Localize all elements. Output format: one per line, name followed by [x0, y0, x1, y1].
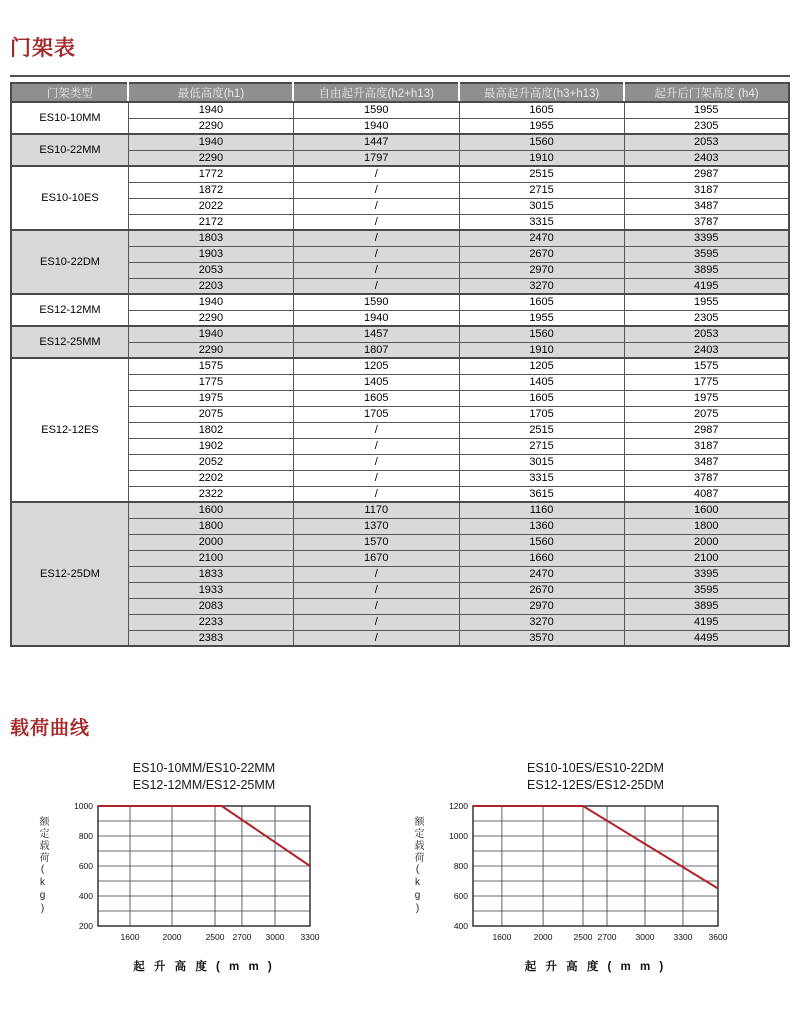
table-cell: 2305: [624, 310, 789, 326]
table-row: [11, 470, 789, 486]
table-cell: 1955: [459, 310, 624, 326]
table-cell: 1560: [459, 534, 624, 550]
divider-rule: [10, 75, 790, 77]
table-cell: 2403: [624, 342, 789, 358]
x-tick-label: 1600: [492, 932, 512, 942]
table-cell: 1955: [459, 118, 624, 134]
column-header-0: 门架类型: [11, 83, 128, 102]
y-tick-label: 800: [78, 831, 93, 841]
table-cell: 1797: [293, 150, 459, 166]
model-cell: ES12-25MM: [11, 326, 128, 358]
table-cell: 1370: [293, 518, 459, 534]
table-cell: 1705: [293, 406, 459, 422]
table-cell: 2715: [459, 182, 624, 198]
table-row: [11, 518, 789, 534]
load-curve-heading: 载荷曲线: [10, 718, 91, 739]
model-cell: ES12-25DM: [11, 502, 128, 646]
table-cell: 1933: [128, 582, 293, 598]
table-cell: 1575: [128, 358, 293, 374]
table-row: [11, 150, 789, 166]
table-row: [11, 134, 789, 150]
table-cell: 3895: [624, 262, 789, 278]
table-cell: 2052: [128, 454, 293, 470]
table-cell: 2202: [128, 470, 293, 486]
table-cell: /: [293, 198, 459, 214]
table-cell: 1955: [624, 102, 789, 118]
table-cell: /: [293, 566, 459, 582]
table-cell: 2053: [128, 262, 293, 278]
table-cell: 2383: [128, 630, 293, 646]
table-cell: 1955: [624, 294, 789, 310]
table-cell: 3015: [459, 454, 624, 470]
table-cell: 3187: [624, 182, 789, 198]
table-cell: /: [293, 166, 459, 182]
table-cell: 1570: [293, 534, 459, 550]
chart-plot: [64, 802, 324, 956]
table-cell: 2987: [624, 422, 789, 438]
table-cell: 1605: [459, 390, 624, 406]
x-tick-label: 2700: [597, 932, 617, 942]
table-cell: 2515: [459, 422, 624, 438]
table-cell: /: [293, 262, 459, 278]
table-cell: 2203: [128, 278, 293, 294]
mast-table-heading: 门架表: [10, 37, 76, 60]
table-row: [11, 214, 789, 230]
table-row: [11, 502, 789, 518]
table-cell: 3570: [459, 630, 624, 646]
model-cell: ES10-10ES: [11, 166, 128, 230]
x-axis-label: 起 升 高 度 ( m m ): [133, 961, 275, 973]
table-cell: 2100: [128, 550, 293, 566]
table-row: [11, 262, 789, 278]
table-cell: 4087: [624, 486, 789, 502]
table-cell: 2290: [128, 150, 293, 166]
table-cell: /: [293, 598, 459, 614]
model-cell: ES10-22DM: [11, 230, 128, 294]
y-axis-label: 额定载荷(kg): [412, 816, 423, 916]
table-cell: 1940: [128, 326, 293, 342]
table-cell: 2290: [128, 342, 293, 358]
model-cell: ES12-12ES: [11, 358, 128, 502]
table-cell: 3487: [624, 198, 789, 214]
table-row: [11, 102, 789, 118]
table-row: [11, 358, 789, 374]
table-cell: 3595: [624, 582, 789, 598]
table-cell: 1775: [128, 374, 293, 390]
table-cell: 1940: [128, 102, 293, 118]
table-cell: 1205: [293, 358, 459, 374]
mast-table-header: [11, 83, 789, 102]
table-cell: 1170: [293, 502, 459, 518]
y-tick-label: 400: [78, 891, 93, 901]
table-row: [11, 182, 789, 198]
x-axis-label: 起 升 高 度 ( m m ): [524, 961, 667, 973]
table-cell: 2083: [128, 598, 293, 614]
table-cell: 1872: [128, 182, 293, 198]
table-cell: 1575: [624, 358, 789, 374]
chart-title: [98, 760, 310, 794]
table-cell: /: [293, 582, 459, 598]
table-cell: 2470: [459, 230, 624, 246]
table-cell: 2515: [459, 166, 624, 182]
table-cell: 4195: [624, 614, 789, 630]
table-cell: /: [293, 614, 459, 630]
chart-title-line: ES12-12ES/ES12-25DM: [527, 778, 664, 792]
table-row: [11, 198, 789, 214]
x-tick-label: 3300: [300, 932, 320, 942]
model-cell: ES12-12MM: [11, 294, 128, 326]
table-cell: /: [293, 630, 459, 646]
table-cell: /: [293, 486, 459, 502]
table-cell: /: [293, 422, 459, 438]
table-cell: /: [293, 246, 459, 262]
table-cell: 1605: [293, 390, 459, 406]
table-row: [11, 246, 789, 262]
x-tick-label: 1600: [120, 932, 140, 942]
table-row: [11, 630, 789, 646]
table-row: [11, 598, 789, 614]
y-tick-label: 800: [453, 861, 468, 871]
table-row: [11, 230, 789, 246]
table-row: [11, 550, 789, 566]
chart-title-line: ES10-10ES/ES10-22DM: [527, 761, 664, 775]
table-cell: 3270: [459, 278, 624, 294]
y-tick-label: 200: [78, 921, 93, 931]
table-cell: /: [293, 230, 459, 246]
table-cell: 1940: [128, 294, 293, 310]
table-cell: 1807: [293, 342, 459, 358]
table-cell: 1660: [459, 550, 624, 566]
x-tick-label: 3300: [673, 932, 693, 942]
table-cell: 3395: [624, 566, 789, 582]
table-cell: 1772: [128, 166, 293, 182]
table-cell: 1405: [293, 374, 459, 390]
table-cell: 1975: [128, 390, 293, 406]
table-cell: 2403: [624, 150, 789, 166]
chart-title-line: ES10-10MM/ES10-22MM: [132, 761, 276, 775]
table-cell: 1560: [459, 134, 624, 150]
table-row: [11, 326, 789, 342]
table-cell: /: [293, 182, 459, 198]
table-cell: 3270: [459, 614, 624, 630]
chart-plot: [439, 802, 732, 956]
table-cell: 1940: [128, 134, 293, 150]
table-row: [11, 486, 789, 502]
column-header-1: 最低高度(h1): [128, 83, 293, 102]
table-row: [11, 374, 789, 390]
table-cell: 1605: [459, 102, 624, 118]
table-row: [11, 342, 789, 358]
x-tick-label: 3000: [635, 932, 655, 942]
table-cell: 1447: [293, 134, 459, 150]
table-cell: 2670: [459, 582, 624, 598]
table-cell: 1940: [293, 310, 459, 326]
load-chart-2: [399, 760, 732, 980]
table-cell: /: [293, 470, 459, 486]
table-cell: 1405: [459, 374, 624, 390]
y-tick-label: 400: [453, 921, 468, 931]
table-row: [11, 118, 789, 134]
x-tick-label: 2500: [573, 932, 593, 942]
y-tick-label: 600: [78, 861, 93, 871]
table-cell: 2000: [128, 534, 293, 550]
table-cell: 2075: [128, 406, 293, 422]
table-cell: 2305: [624, 118, 789, 134]
table-cell: 2970: [459, 262, 624, 278]
table-row: [11, 294, 789, 310]
table-cell: 1800: [624, 518, 789, 534]
table-cell: 1205: [459, 358, 624, 374]
x-tick-label: 3000: [265, 932, 285, 942]
table-cell: 2053: [624, 326, 789, 342]
table-cell: 1910: [459, 342, 624, 358]
table-row: [11, 582, 789, 598]
table-row: [11, 310, 789, 326]
table-cell: 2075: [624, 406, 789, 422]
table-cell: 1802: [128, 422, 293, 438]
table-cell: 1975: [624, 390, 789, 406]
table-cell: /: [293, 438, 459, 454]
table-row: [11, 166, 789, 182]
table-cell: 1705: [459, 406, 624, 422]
table-cell: 2970: [459, 598, 624, 614]
table-cell: 1600: [128, 502, 293, 518]
table-cell: 1800: [128, 518, 293, 534]
table-row: [11, 406, 789, 422]
table-cell: 3595: [624, 246, 789, 262]
table-cell: 2172: [128, 214, 293, 230]
x-tick-label: 2000: [533, 932, 553, 942]
table-row: [11, 454, 789, 470]
model-cell: ES10-22MM: [11, 134, 128, 166]
table-cell: 1590: [293, 294, 459, 310]
table-row: [11, 438, 789, 454]
chart-title-line: ES12-12MM/ES12-25MM: [132, 778, 276, 792]
y-tick-label: 1200: [449, 802, 468, 811]
table-cell: 3895: [624, 598, 789, 614]
table-cell: 3315: [459, 470, 624, 486]
table-cell: 2233: [128, 614, 293, 630]
table-row: [11, 390, 789, 406]
mast-table-body: [11, 102, 789, 646]
y-axis-label: 额定载荷(kg): [37, 816, 48, 916]
load-chart-1: [24, 760, 324, 980]
column-header-4: 起升后门架高度 (h4): [624, 83, 789, 102]
table-cell: 3787: [624, 470, 789, 486]
table-row: [11, 614, 789, 630]
table-cell: 2470: [459, 566, 624, 582]
table-cell: 2290: [128, 118, 293, 134]
table-cell: 1833: [128, 566, 293, 582]
table-cell: 1560: [459, 326, 624, 342]
table-cell: 4195: [624, 278, 789, 294]
table-cell: /: [293, 454, 459, 470]
table-cell: 2322: [128, 486, 293, 502]
table-cell: 1902: [128, 438, 293, 454]
table-cell: /: [293, 278, 459, 294]
table-cell: 1605: [459, 294, 624, 310]
column-header-2: 自由起升高度(h2+h13): [293, 83, 459, 102]
mast-spec-table: [10, 82, 790, 647]
y-tick-label: 600: [453, 891, 468, 901]
table-cell: 2022: [128, 198, 293, 214]
table-row: [11, 534, 789, 550]
table-cell: 2053: [624, 134, 789, 150]
table-cell: 2987: [624, 166, 789, 182]
table-cell: 4495: [624, 630, 789, 646]
x-tick-label: 2700: [232, 932, 252, 942]
model-cell: ES10-10MM: [11, 102, 128, 134]
table-cell: 1670: [293, 550, 459, 566]
table-cell: 1775: [624, 374, 789, 390]
table-cell: /: [293, 214, 459, 230]
table-cell: 1457: [293, 326, 459, 342]
column-header-3: 最高起升高度(h3+h13): [459, 83, 624, 102]
table-cell: 1160: [459, 502, 624, 518]
table-cell: 1590: [293, 102, 459, 118]
table-cell: 2100: [624, 550, 789, 566]
x-tick-label: 2000: [162, 932, 182, 942]
chart-title: [473, 760, 718, 794]
table-cell: 1903: [128, 246, 293, 262]
table-cell: 2000: [624, 534, 789, 550]
table-cell: 1803: [128, 230, 293, 246]
table-cell: 3615: [459, 486, 624, 502]
table-cell: 1910: [459, 150, 624, 166]
x-tick-label: 3600: [708, 932, 728, 942]
table-cell: 2715: [459, 438, 624, 454]
table-cell: 2670: [459, 246, 624, 262]
table-cell: 3315: [459, 214, 624, 230]
table-row: [11, 278, 789, 294]
table-row: [11, 566, 789, 582]
table-cell: 3015: [459, 198, 624, 214]
table-cell: 2290: [128, 310, 293, 326]
y-tick-label: 1000: [449, 831, 468, 841]
load-charts-row: [0, 760, 800, 990]
table-cell: 1940: [293, 118, 459, 134]
table-cell: 3187: [624, 438, 789, 454]
table-cell: 3787: [624, 214, 789, 230]
table-cell: 1360: [459, 518, 624, 534]
table-cell: 3487: [624, 454, 789, 470]
table-cell: 3395: [624, 230, 789, 246]
table-cell: 1600: [624, 502, 789, 518]
load-curve-line: [473, 806, 718, 889]
table-row: [11, 422, 789, 438]
y-tick-label: 1000: [74, 802, 93, 811]
x-tick-label: 2500: [205, 932, 225, 942]
